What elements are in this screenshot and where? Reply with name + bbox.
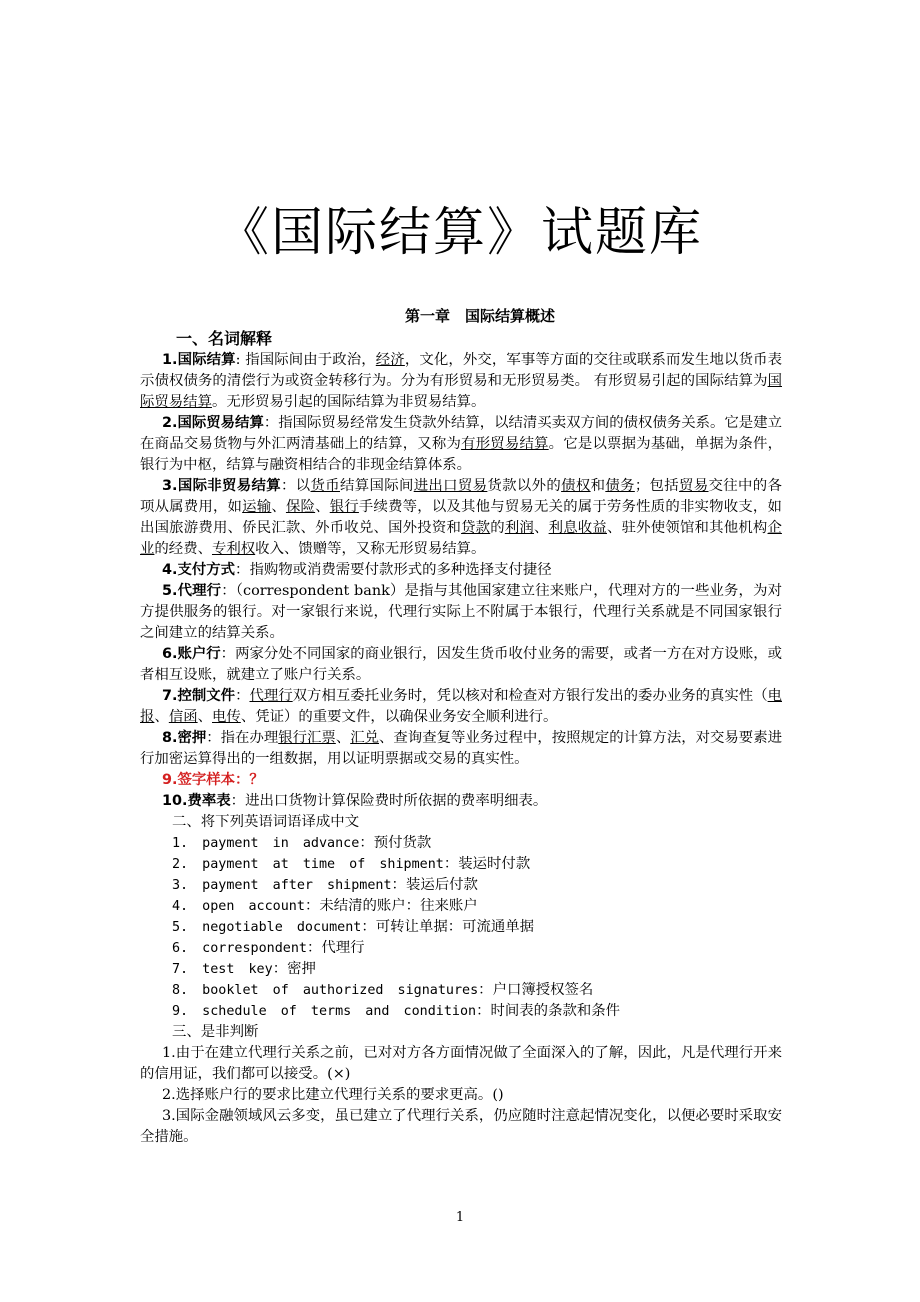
definition-term: 9.签字样本：？ (162, 772, 264, 788)
page-number: 1 (455, 1210, 465, 1225)
definition-term: 8.密押 (162, 730, 207, 746)
definition-item (140, 770, 782, 791)
chapter-heading: 第一章 国际结算概述 (404, 307, 555, 325)
definition-item: 8.密押：指在办理银行汇票、汇兑、查询查复等业务过程中，按照规定的计算方法，对交易要素进行加密运算得出的一组数据，用以证明票据或交易的真实性。 (140, 730, 782, 767)
list-item: 2. payment at time of shipment：装运时付款 (172, 856, 531, 872)
definition-term: 1.国际结算 (162, 352, 236, 368)
definition-item: 6.账户行：两家分处不同国家的商业银行，因发生货币收付业务的需要，或者一方在对方设账，或者相互设账，就建立了账户行关系。 (140, 646, 782, 683)
definition-item: 3.国际非贸易结算：以货币结算国际间进出口贸易货款以外的债权和债务；包括贸易交往中的各项从属费用，如运输、保险、银行手续费等，以及其他与贸易无关的属于劳务性质的非实物收支，如出国旅游费用、侨民汇款、外币收兑、国外投资和贷款的利润、利息收益、驻外使领馆和其他机构企业的经费、专利权收入、馈赠等，又称无形贸易结算。 (140, 478, 782, 557)
judgement-item: 2.选择账户行的要求比建立代理行关系的要求更高。() (162, 1087, 504, 1103)
definition-item: 2.国际贸易结算：指国际贸易经常发生贷款外结算，以结清买卖双方间的债权债务关系。它是建立在商品交易货物与外汇两清基础上的结算，又称为有形贸易结算。它是以票据为基础，单据为条件，银行为中枢，结算与融资相结合的非现金结算体系。 (140, 415, 782, 473)
definition-item: 5.代理行：（correspondent bank）是指与其他国家建立往来账户，代理对方的一些业务，为对方提供服务的银行。对一家银行来说，代理行实际上不附属于本银行，代理行关系就是不同国家银行之间建立的结算关系。 (140, 583, 782, 641)
list-item: 7. test key：密押 (172, 961, 316, 977)
judgement-item: 3.国际金融领域风云多变，虽已建立了代理行关系，仍应随时注意起情况变化，以便必要时采取安全措施。 (140, 1108, 782, 1145)
definition-term: 6.账户行 (162, 646, 221, 662)
list-item: 8. booklet of authorized signatures：户口簿授权签名 (172, 982, 594, 998)
definition-term: 3.国际非贸易结算 (162, 478, 282, 494)
definition-item: 7.控制文件：代理行双方相互委托业务时，凭以核对和检查对方银行发出的委办业务的真实性（电报、信函、电传、凭证）的重要文件，以确保业务安全顺利进行。 (140, 688, 782, 725)
definition-term: 10.费率表 (162, 793, 231, 809)
section-heading-terms: 一、名词解释 (176, 329, 273, 348)
document-title: 《国际结算》试题库 (216, 203, 703, 263)
list-item: 5. negotiable document：可转让单据：可流通单据 (172, 919, 535, 935)
definition-item: 4.支付方式：指购物或消费需要付款形式的多种选择支付捷径 (162, 562, 552, 578)
list-item: 6. correspondent：代理行 (172, 940, 365, 956)
document-body (140, 328, 782, 1148)
section-heading-true-false: 三、是非判断 (172, 1024, 259, 1040)
judgement-item: 1.由于在建立代理行关系之前，已对对方各方面情况做了全面深入的了解，因此，凡是代理行开来的信用证，我们都可以接受。(×) (140, 1045, 782, 1082)
list-item: 1. payment in advance：预付货款 (172, 835, 432, 851)
definition-term: 2.国际贸易结算 (162, 415, 264, 431)
list-item: 3. payment after shipment：装运后付款 (172, 877, 478, 893)
definition-term: 4.支付方式 (162, 562, 236, 578)
list-item: 4. open account：未结清的账户：往来账户 (172, 898, 478, 914)
definition-item: 1.国际结算: 指国际间由于政治，经济，文化，外交，军事等方面的交往或联系而发生地以货币表示债权债务的清偿行为或资金转移行为。分为有形贸易和无形贸易类。 有形贸易引起的国际结算为国际贸易结算。无形贸易引起的国际结算为非贸易结算。 (140, 352, 782, 410)
list-item: 9. schedule of terms and condition：时间表的条款和条件 (172, 1003, 621, 1019)
section-heading-translate: 二、将下列英语词语译成中文 (172, 814, 360, 830)
definition-term: 5.代理行 (162, 583, 222, 599)
definition-term: 7.控制文件 (162, 688, 236, 704)
definition-item: 10.费率表：进出口货物计算保险费时所依据的费率明细表。 (162, 793, 548, 809)
